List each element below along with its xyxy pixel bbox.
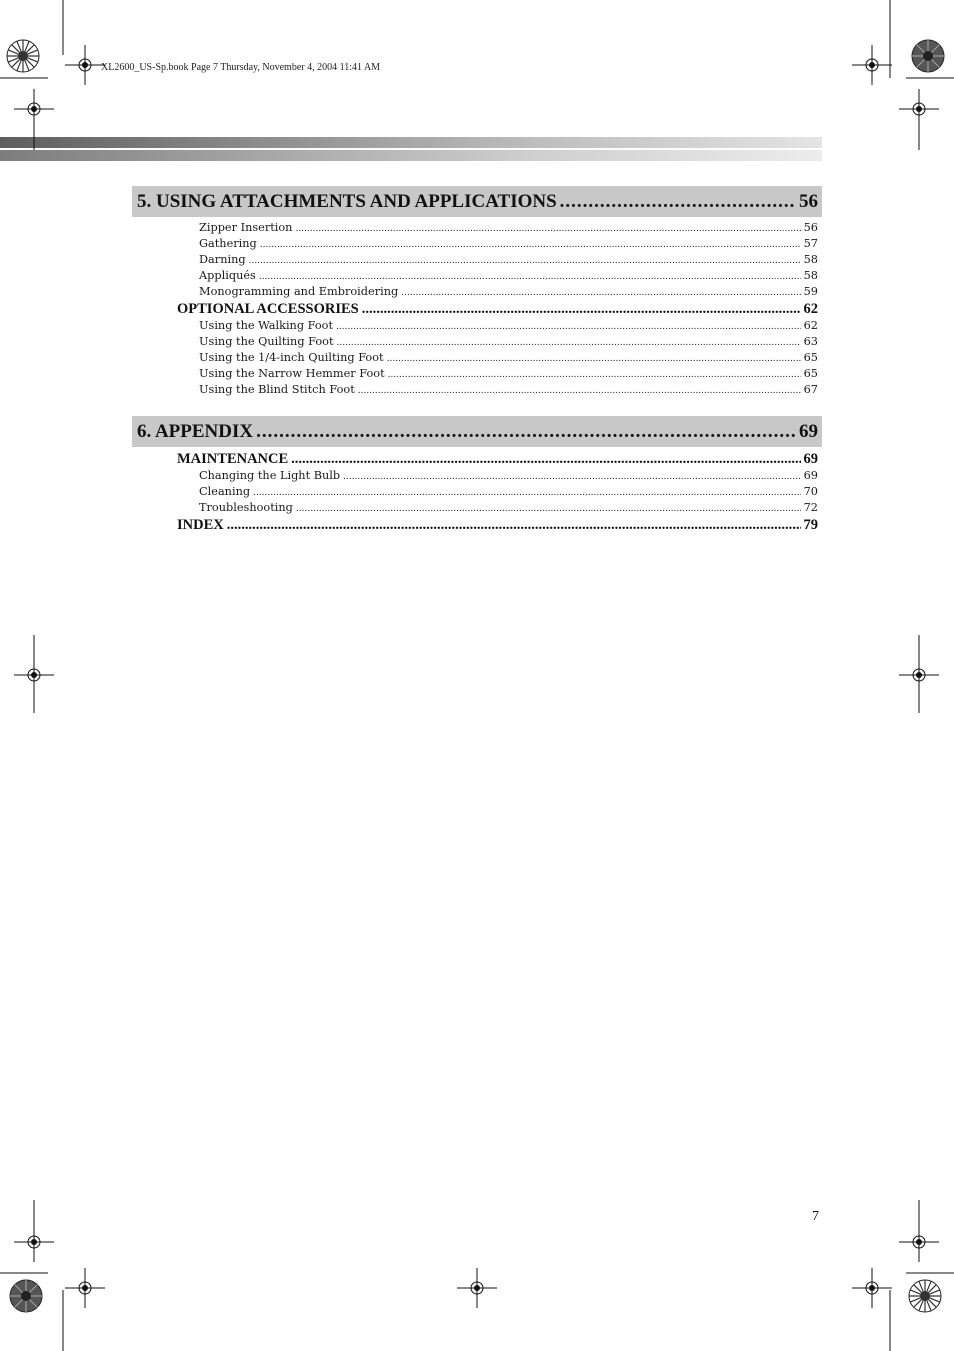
section-page: 69 [803,451,818,467]
entry-page: 69 [803,469,818,482]
section-page: 79 [803,517,818,533]
entry-page: 70 [803,485,818,498]
radial-target-icon [907,1278,943,1314]
radial-target-icon [5,38,41,74]
entry-label: Monogramming and Embroidering [199,285,399,298]
entry-label: Using the Narrow Hemmer Foot [199,367,385,380]
chapter-title: 5. USING ATTACHMENTS AND APPLICATIONS [137,191,557,212]
entry-label: Using the 1/4-inch Quilting Foot [199,351,384,364]
entry-page: 65 [803,367,818,380]
entry-label: Using the Walking Foot [199,319,334,332]
entry-page: 57 [803,237,818,250]
page-number: 7 [812,1209,819,1224]
entry-page: 58 [803,269,818,282]
section-title: OPTIONAL ACCESSORIES [177,301,359,317]
print-header: XL2600_US-Sp.book Page 7 Thursday, November 4, 2004 11:41 AM [101,62,381,73]
entry-page: 59 [803,285,818,298]
radial-target-icon [8,1278,44,1314]
entry-label: Changing the Light Bulb [199,469,341,482]
chapter-page: 69 [799,421,818,442]
entry-label: Using the Quilting Foot [199,335,334,348]
entry-page: 58 [803,253,818,266]
chapter-title: 6. APPENDIX [137,421,254,442]
entry-label: Appliqués [199,269,256,282]
entry-page: 62 [803,319,818,332]
entry-label: Cleaning [199,485,251,498]
radial-target-icon [910,38,946,74]
entry-page: 65 [803,351,818,364]
entry-label: Gathering [199,237,257,250]
entry-page: 72 [803,501,818,514]
entry-page: 67 [803,383,818,396]
entry-page: 63 [803,335,818,348]
section-title: MAINTENANCE [177,451,289,467]
section-page: 62 [803,301,818,317]
entry-label: Using the Blind Stitch Foot [199,383,355,396]
entry-label: Darning [199,253,246,266]
entry-page: 56 [803,221,818,234]
entry-label: Troubleshooting [199,501,293,514]
chapter-page: 56 [799,191,818,212]
section-title: INDEX [177,517,224,533]
entry-label: Zipper Insertion [199,221,293,234]
